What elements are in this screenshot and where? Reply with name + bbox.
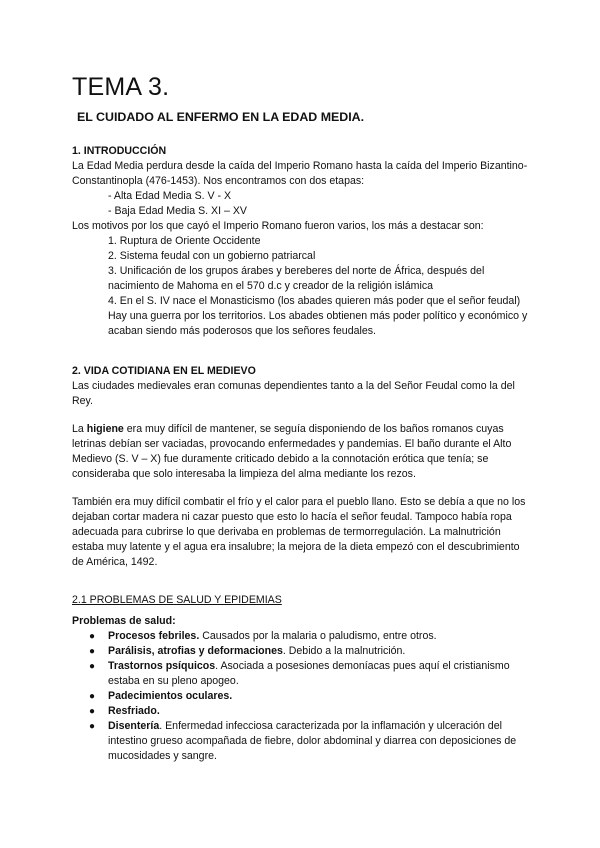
subsection-heading: 2.1 PROBLEMAS DE SALUD Y EPIDEMIAS	[72, 593, 282, 606]
health-problems-list	[72, 629, 532, 764]
stage-baja: - Baja Edad Media S. XI – XV	[108, 205, 247, 217]
motive-item: 2. Sistema feudal con un gobierno patriarcal	[108, 250, 316, 262]
bullet-icon: ●	[89, 706, 96, 717]
motive-item: 1. Ruptura de Oriente Occidente	[108, 235, 261, 247]
bullet-icon: ●	[89, 631, 96, 642]
item-term: Procesos febriles.	[108, 630, 200, 642]
motive-item: 4. En el S. IV nace el Monasticismo (los abades quieren más poder que el señor feudal) Hay una guerra por los territorios. Los abades obtienen más poder político y económico y acaban siendo más poderosos que los señores feudales.	[108, 295, 528, 337]
item-text: . Debido a la malnutrición.	[282, 645, 406, 657]
health-problems-block	[72, 614, 532, 764]
page-title: TEMA 3.	[72, 73, 170, 101]
section-heading: 1. INTRODUCCIÓN	[72, 145, 167, 157]
item-text: . Asociada a posesiones demoníacas pues aquí el cristianismo estaba en su pleno apogeo.	[108, 660, 510, 687]
motives-intro: Los motivos por los que cayó el Imperio Romano fueron varios, los más a destacar son:	[72, 220, 484, 232]
higiene-term: higiene	[86, 423, 124, 435]
bullet-icon: ●	[89, 721, 96, 732]
item-term: Disentería	[108, 720, 160, 732]
bullet-icon: ●	[89, 661, 96, 672]
section-introduccion	[72, 144, 532, 339]
list-item	[72, 689, 532, 704]
list-item	[72, 704, 532, 719]
list-item	[72, 659, 532, 689]
item-term: Trastornos psíquicos	[108, 660, 216, 672]
problems-heading: Problemas de salud:	[72, 615, 176, 627]
section-heading: 2. VIDA COTIDIANA EN EL MEDIEVO	[72, 365, 256, 377]
item-term: Padecimientos oculares.	[108, 690, 233, 702]
document-subtitle: EL CUIDADO AL ENFERMO EN LA EDAD MEDIA.	[77, 110, 365, 124]
higiene-paragraph	[72, 422, 532, 482]
section-vida-cotidiana	[72, 364, 532, 409]
paragraph: También era muy difícil combatir el frío y el calor para el pueblo llano. Esto se debía a que no los dejaban cortar madera ni cazar puesto que esto lo hacía el señor feudal. Tampoco había ropa adecuada para cubrirse lo que derivaba en problemas de termorregulación. La malnutrición estaba muy latente y el agua era insalubre; la mejora de la dieta empezó con el descubrimiento de América, 1492.	[72, 496, 526, 568]
higiene-paragraph-block	[72, 422, 532, 482]
item-term: Parálisis, atrofias y deformaciones	[108, 645, 283, 657]
paragraph: Las ciudades medievales eran comunas dependientes tanto a la del Señor Feudal como la del Rey.	[72, 380, 515, 407]
section-problemas-salud	[72, 583, 532, 616]
list-item	[72, 719, 532, 764]
text-span: era muy difícil de mantener, se seguía disponiendo de los baños romanos cuyas letrinas debían ser vaciadas, provocando enfermedades y pandemias. El baño durante el Alto Medievo (S. V – X) fue duramente criticado debido a la connotación erótica que tenía; se consideraba que solo interesaba la limpieza del alma mediante los rezos.	[72, 423, 512, 480]
text-span: La	[72, 423, 87, 435]
bullet-icon: ●	[89, 646, 96, 657]
frio-paragraph-block	[72, 495, 532, 570]
item-term: Resfriado.	[108, 705, 160, 717]
bullet-icon: ●	[89, 691, 96, 702]
list-item	[72, 644, 532, 659]
intro-paragraph: La Edad Media perdura desde la caída del Imperio Romano hasta la caída del Imperio Bizantino-Constantinopla (476-1453). Nos encontramos con dos etapas:	[72, 160, 528, 187]
motive-item: 3. Unificación de los grupos árabes y bereberes del norte de África, después del nacimiento de Mahoma en el 570 d.c y creador de la religión islámica	[108, 265, 485, 292]
item-text: . Enfermedad infecciosa caracterizada por la inflamación y ulceración del intestino grueso acompañada de fiebre, dolor abdominal y diarrea con deposiciones de mucosidades y sangre.	[108, 720, 517, 762]
item-text: Causados por la malaria o paludismo, entre otros.	[199, 630, 437, 642]
list-item	[72, 629, 532, 644]
stage-alta: - Alta Edad Media S. V - X	[108, 190, 232, 202]
